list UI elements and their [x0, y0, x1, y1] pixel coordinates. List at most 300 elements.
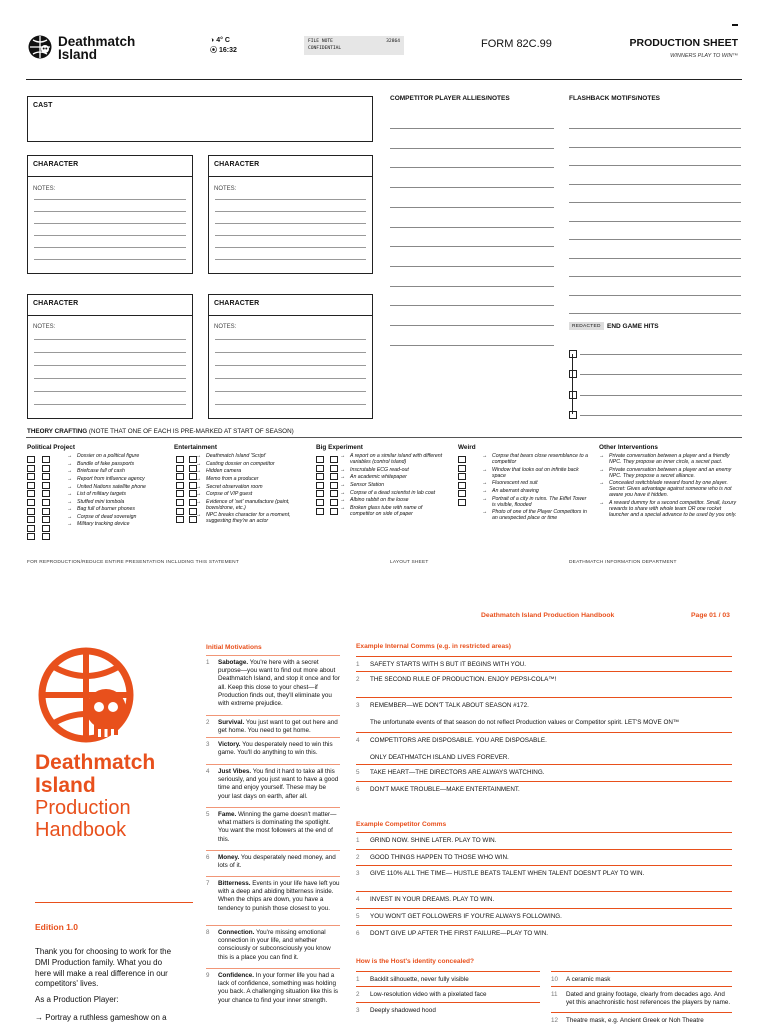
- theory-item: → United Nations satellite phone: [67, 485, 167, 491]
- theory-item: → Bag full of burner phones: [67, 507, 167, 513]
- theory-checkbox[interactable]: [330, 456, 338, 463]
- handbook-title-2: Island: [35, 774, 96, 797]
- theory-checkbox[interactable]: [27, 465, 35, 472]
- allies-writing-line[interactable]: [390, 148, 554, 149]
- theory-checkbox[interactable]: [42, 473, 50, 480]
- confidential-label: CONFIDENTIAL: [308, 46, 342, 51]
- end-game-writing-line[interactable]: [580, 374, 742, 375]
- comms-item: [356, 754, 732, 762]
- motivation-body: You're missing emotional connection in your life, and whether consciously or subconsciously you know this is a place you can find it.: [218, 929, 331, 961]
- allies-writing-line[interactable]: [390, 207, 554, 208]
- comms-number: 2: [356, 854, 360, 861]
- motivation-title: Fame.: [218, 811, 237, 818]
- theory-checkbox[interactable]: [316, 456, 324, 463]
- motivation-item: [206, 972, 340, 1005]
- motivation-title: Confidence.: [218, 972, 255, 979]
- competitor-comms-heading: Example Competitor Comms: [356, 821, 447, 828]
- allies-writing-line[interactable]: [390, 286, 554, 287]
- theory-item: → Concealed switchblade reward found by one player. Secret: Gives advantage against someone who is not aware you have it hidden.: [599, 481, 741, 499]
- comms-item: [356, 676, 732, 684]
- theory-item: → Military tracking device: [67, 522, 167, 528]
- theory-item: → Secret observation room: [196, 485, 304, 491]
- end-game-checkbox[interactable]: [569, 350, 577, 358]
- temperature: 4° C: [216, 37, 230, 44]
- comms-separator: [356, 732, 732, 733]
- end-game-writing-line[interactable]: [580, 395, 742, 396]
- theory-item: → Corpse of dead sovereign: [67, 515, 167, 521]
- comms-text: GOOD THINGS HAPPEN TO THOSE WHO WIN.: [370, 854, 509, 861]
- theory-item: → Stuffed mini tombola: [67, 500, 167, 506]
- host-separator: [356, 971, 540, 972]
- allies-writing-line[interactable]: [390, 128, 554, 129]
- motivation-separator: [206, 850, 340, 851]
- theory-checkbox[interactable]: [189, 516, 197, 523]
- theory-checkbox[interactable]: [189, 465, 197, 472]
- theory-checkbox[interactable]: [176, 490, 184, 497]
- cast-box[interactable]: [27, 96, 373, 142]
- theory-item: → Corpse that bears close resemblance to a competitor: [482, 454, 590, 466]
- theory-checkbox[interactable]: [330, 499, 338, 506]
- theory-checkbox[interactable]: [176, 456, 184, 463]
- motivation-separator: [206, 807, 340, 808]
- theory-checkbox[interactable]: [27, 516, 35, 523]
- comms-number: 5: [356, 913, 360, 920]
- motivation-text: [218, 929, 340, 962]
- theory-item: → An aberrant drawing: [482, 489, 590, 495]
- motivation-item: [206, 880, 340, 913]
- comms-text: DON'T MAKE TROUBLE—MAKE ENTERTAINMENT.: [370, 786, 520, 793]
- column-heading: Big Experiment: [316, 444, 363, 451]
- comms-item: [356, 837, 732, 845]
- motivation-body: You desperately need money, and lots of it.: [218, 854, 336, 870]
- character-label: CHARACTER: [214, 161, 260, 168]
- motivation-separator: [206, 876, 340, 877]
- flashback-writing-line[interactable]: [569, 202, 741, 203]
- character-box-3[interactable]: [27, 294, 193, 419]
- theory-item: → NPC breaks character for a moment, suggesting they're an actor: [196, 513, 304, 525]
- motivation-number: 5: [206, 811, 210, 818]
- comms-text: COMPETITORS ARE DISPOSABLE. YOU ARE DISPOSABLE.: [370, 737, 547, 744]
- file-note-box: [304, 36, 404, 55]
- flashback-writing-line[interactable]: [569, 128, 741, 129]
- flashback-writing-line[interactable]: [569, 313, 741, 314]
- theory-item: → Broken glass tube with name of competitor on side of paper: [340, 506, 448, 518]
- cast-label: CAST: [33, 102, 53, 109]
- comms-separator: [356, 671, 732, 672]
- column-heading: Other Interventions: [599, 444, 658, 451]
- theory-checkbox[interactable]: [316, 508, 324, 515]
- motivation-title: Bitterness.: [218, 880, 251, 887]
- character-box-2[interactable]: [208, 155, 373, 274]
- theory-checkbox[interactable]: [458, 499, 466, 506]
- motivation-number: 9: [206, 972, 210, 979]
- motivation-separator: [206, 737, 340, 738]
- theory-checkbox[interactable]: [42, 533, 50, 540]
- theory-item: → Hidden camera: [196, 469, 304, 475]
- end-game-connector: [572, 354, 573, 414]
- flashback-heading: FLASHBACK MOTIFS/NOTES: [569, 95, 660, 102]
- motivation-title: Victory.: [218, 741, 241, 748]
- theory-item: → Report from influence agency: [67, 477, 167, 483]
- flashback-writing-line[interactable]: [569, 165, 741, 166]
- motivation-title: Sabotage.: [218, 659, 249, 666]
- edition-label: Edition 1.0: [35, 922, 78, 932]
- motivation-item: [206, 719, 340, 735]
- theory-checkbox[interactable]: [316, 499, 324, 506]
- theory-checkbox[interactable]: [42, 482, 50, 489]
- theory-checkbox[interactable]: [27, 473, 35, 480]
- comms-item: [356, 661, 732, 669]
- notes-label: NOTES:: [214, 186, 237, 192]
- column-other-interventions: [599, 444, 741, 520]
- theory-checkbox[interactable]: [189, 490, 197, 497]
- host-text: Deeply shadowed hood: [370, 1007, 436, 1014]
- theory-item: → Albino rabbit on the loose: [340, 498, 448, 504]
- theory-checkbox[interactable]: [27, 508, 35, 515]
- comms-text: YOU WON'T GET FOLLOWERS IF YOU'RE ALWAYS FOLLOWING.: [370, 913, 562, 920]
- file-note-label: FILE NOTE: [308, 39, 333, 44]
- end-game-writing-line[interactable]: [580, 415, 742, 416]
- host-number: 12: [551, 1017, 559, 1024]
- motivation-body: You just want to get out here and get home. You need to get home.: [218, 719, 338, 735]
- host-number: 10: [551, 976, 559, 983]
- motivation-text: [218, 880, 340, 913]
- character-label: CHARACTER: [33, 161, 79, 168]
- comms-text: DON'T GIVE UP AFTER THE FIRST FAILURE—PLAY TO WIN.: [370, 930, 549, 937]
- comms-separator: [356, 891, 732, 892]
- comms-text: GRIND NOW. SHINE LATER. PLAY TO WIN.: [370, 837, 497, 844]
- character-label: CHARACTER: [214, 300, 260, 307]
- theory-checkbox[interactable]: [176, 516, 184, 523]
- comms-text: TAKE HEART—THE DIRECTORS ARE ALWAYS WATCHING.: [370, 769, 545, 776]
- allies-writing-line[interactable]: [390, 246, 554, 247]
- column-weird: [458, 444, 590, 524]
- comms-separator: [356, 656, 732, 657]
- host-number: 11: [551, 991, 558, 998]
- host-number: 1: [356, 976, 360, 983]
- end-game-writing-line[interactable]: [580, 354, 742, 355]
- theory-checkbox[interactable]: [42, 456, 50, 463]
- comms-item: [356, 930, 732, 938]
- theory-checkbox[interactable]: [176, 508, 184, 515]
- sheet-title: PRODUCTION SHEET: [629, 37, 738, 49]
- comms-item: [356, 702, 732, 710]
- comms-separator: [356, 925, 732, 926]
- flashback-writing-line[interactable]: [569, 147, 741, 148]
- theory-checkbox[interactable]: [42, 499, 50, 506]
- end-game-checkbox[interactable]: [569, 370, 577, 378]
- motivation-item: [206, 854, 340, 870]
- competitor-allies-heading: COMPETITOR PLAYER ALLIES/NOTES: [390, 95, 510, 102]
- theory-checkbox[interactable]: [330, 465, 338, 472]
- comms-text: REMEMBER—WE DON'T TALK ABOUT SEASON #172.: [370, 702, 529, 709]
- column-heading: Political Project: [27, 444, 75, 451]
- as-player-label: As a Production Player:: [35, 995, 119, 1004]
- header-rule: [26, 79, 742, 80]
- flashback-writing-line[interactable]: [569, 258, 741, 259]
- motivation-number: 7: [206, 880, 210, 887]
- flashback-writing-line[interactable]: [569, 184, 741, 185]
- host-text: Dated and grainy footage, clearly from decades ago. And yet this anachronistic host references the players by name.: [566, 991, 731, 1007]
- motivation-number: 4: [206, 768, 210, 775]
- host-heading: How is the Host's identity concealed?: [356, 958, 475, 965]
- motivation-text: [218, 972, 340, 1005]
- motivation-number: 2: [206, 719, 210, 726]
- character-label: CHARACTER: [33, 300, 79, 307]
- motivation-body: In your former life you had a lack of confidence, something was holding you back. A challenging situation like this is your chance to find your inner strength.: [218, 972, 339, 1004]
- flashback-writing-line[interactable]: [569, 276, 741, 277]
- comms-number: 6: [356, 786, 360, 793]
- comms-text: The unfortunate events of that season do not reflect Production values or Competitor spirit. LET'S MOVE ON™: [370, 719, 680, 726]
- host-item: [356, 1007, 540, 1015]
- brand-line-2: Island: [58, 47, 98, 62]
- allies-writing-line[interactable]: [390, 167, 554, 168]
- motivation-separator: [206, 968, 340, 969]
- theory-checkbox[interactable]: [42, 516, 50, 523]
- column-heading: Entertainment: [174, 444, 217, 451]
- motivation-title: Money.: [218, 854, 240, 861]
- flashback-writing-line[interactable]: [569, 295, 741, 296]
- handbook-title-1: Deathmatch: [35, 751, 156, 774]
- comms-number: 2: [356, 676, 360, 683]
- theory-checkbox[interactable]: [458, 465, 466, 472]
- theory-checkbox[interactable]: [458, 490, 466, 497]
- theory-item: → Private conversation between a player and a friendly NPC. They propose an inner circle, a secret pact.: [599, 454, 741, 466]
- host-separator: [356, 986, 540, 987]
- end-game-checkbox[interactable]: [569, 411, 577, 419]
- theory-checkbox[interactable]: [458, 473, 466, 480]
- theory-item: → An academic whitepaper: [340, 475, 448, 481]
- allies-writing-line[interactable]: [390, 325, 554, 326]
- theory-checkbox[interactable]: [316, 473, 324, 480]
- motivations-heading: Initial Motivations: [206, 644, 262, 651]
- redacted-label: REDACTED: [569, 322, 604, 330]
- host-text: A ceramic mask: [566, 976, 611, 983]
- motivation-separator: [206, 655, 340, 656]
- host-separator: [551, 986, 732, 987]
- theory-checkbox[interactable]: [176, 465, 184, 472]
- theory-checkbox[interactable]: [27, 482, 35, 489]
- theory-checkbox[interactable]: [316, 465, 324, 472]
- theory-item: → Photo of one of the Player Competitors in an unexpected place or time: [482, 510, 590, 522]
- motivation-item: [206, 768, 340, 801]
- motivation-number: 6: [206, 854, 210, 861]
- theory-checkbox[interactable]: [27, 490, 35, 497]
- flashback-writing-line[interactable]: [569, 239, 741, 240]
- theory-item: → Portrait of a city in ruins. The Eiffel Tower is visible, flooded: [482, 497, 590, 509]
- theory-checkbox[interactable]: [189, 508, 197, 515]
- footer-left: FOR REPRODUCTION/REDUCE ENTIRE PRESENTATION INCLUDING THIS STATEMENT: [27, 560, 239, 565]
- comms-number: 5: [356, 769, 360, 776]
- theory-checkbox[interactable]: [316, 490, 324, 497]
- comms-number: 6: [356, 930, 360, 937]
- motivation-body: Events in your life have left you with a deep and abiding bitterness inside. When the chips are down, you have a tendency to punish those closest to you.: [218, 880, 340, 912]
- motivation-separator: [206, 925, 340, 926]
- host-item: [356, 991, 540, 999]
- host-number: 3: [356, 1007, 360, 1014]
- theory-item: → Casting dossier on competitor: [196, 462, 304, 468]
- host-item: [551, 991, 732, 1007]
- comms-item: [356, 719, 732, 727]
- time: 16:32: [218, 47, 237, 54]
- comms-item: [356, 896, 732, 904]
- half-circle-icon: ◑: [210, 37, 215, 44]
- theory-rule: [26, 437, 742, 438]
- theory-checkbox[interactable]: [176, 482, 184, 489]
- theory-checkbox[interactable]: [42, 508, 50, 515]
- handbook-subtitle-2: Handbook: [35, 819, 127, 841]
- comms-item: [356, 769, 732, 777]
- notes-label: NOTES:: [214, 324, 237, 330]
- theory-checkbox[interactable]: [176, 473, 184, 480]
- theory-item: → Private conversation between a player and an enemy NPC. They propose a secret alliance.: [599, 468, 741, 480]
- allies-writing-line[interactable]: [390, 227, 554, 228]
- motivation-body: You find it hard to take all this seriously, and you just want to have a good time and enjoy yourself. These may be your last days on earth, after all.: [218, 768, 339, 800]
- motivation-number: 8: [206, 929, 210, 936]
- theory-checkbox[interactable]: [330, 473, 338, 480]
- comms-item: [356, 737, 732, 745]
- theory-item: → Window that looks out on infinite back space: [482, 468, 590, 480]
- motivation-title: Just Vibes.: [218, 768, 252, 775]
- motivation-item: [206, 811, 340, 844]
- comms-text: THE SECOND RULE OF PRODUCTION. ENJOY PEPSI-COLA™!: [370, 676, 557, 683]
- host-number: 2: [356, 991, 360, 998]
- notes-label: NOTES:: [33, 324, 56, 330]
- theory-checkbox[interactable]: [27, 456, 35, 463]
- comms-separator: [356, 908, 732, 909]
- theory-item: → Deathmatch Island 'Script': [196, 454, 304, 460]
- host-text: Low-resolution video with a pixelated face: [370, 991, 487, 998]
- allies-writing-line[interactable]: [390, 266, 554, 267]
- internal-comms-heading: Example Internal Comms (e.g. in restricted areas): [356, 643, 512, 650]
- end-game-checkbox[interactable]: [569, 391, 577, 399]
- brand-line-1: Deathmatch: [58, 34, 136, 49]
- host-item: [551, 976, 732, 984]
- theory-checkbox[interactable]: [42, 490, 50, 497]
- theory-checkbox[interactable]: [458, 482, 466, 489]
- host-text: Backlit silhouette, never fully visible: [370, 976, 469, 983]
- motivation-body: You desperately need to win this game. You'll do anything to win this.: [218, 741, 333, 757]
- motivation-title: Survival.: [218, 719, 245, 726]
- allies-writing-line[interactable]: [390, 305, 554, 306]
- host-separator: [356, 1002, 540, 1003]
- globe-skull-logo-icon: [27, 34, 53, 60]
- theory-item: → List of military targets: [67, 492, 167, 498]
- theory-item: → Briefcase full of cash: [67, 469, 167, 475]
- theory-checkbox[interactable]: [27, 499, 35, 506]
- motivation-body: Winning the game doesn't matter—what matters is dominating the spotlight. You want the most followers at the end of this.: [218, 811, 337, 843]
- theory-checkbox[interactable]: [189, 482, 197, 489]
- footer-mid: LAYOUT SHEET: [390, 560, 429, 565]
- character-box-4[interactable]: [208, 294, 373, 419]
- motivation-text: [218, 741, 340, 757]
- form-id: FORM 82C.99: [481, 38, 552, 50]
- host-item: [551, 1017, 732, 1024]
- comms-number: 1: [356, 661, 360, 668]
- theory-checkbox[interactable]: [189, 499, 197, 506]
- file-note-number: 32864: [386, 39, 400, 44]
- edition-rule: [35, 902, 193, 903]
- theory-checkbox[interactable]: [42, 465, 50, 472]
- theory-note: (NOTE THAT ONE OF EACH IS PRE-MARKED AT START OF SEASON): [88, 428, 294, 435]
- motivation-separator: [206, 715, 340, 716]
- theory-item: → Corpse of VIP guest: [196, 492, 304, 498]
- comms-item: [356, 786, 732, 794]
- flashback-writing-line[interactable]: [569, 221, 741, 222]
- theory-checkbox[interactable]: [458, 456, 466, 463]
- motivation-text: [218, 768, 340, 801]
- comms-separator: [356, 764, 732, 765]
- motivation-number: 1: [206, 659, 210, 666]
- theory-checkbox[interactable]: [27, 525, 35, 532]
- theory-item: → A reward dummy for a second competitor. Small, luxury rewards to share with whole team OR one rocket launcher and a special advance to be used by you only.: [599, 501, 741, 519]
- allies-writing-line[interactable]: [390, 345, 554, 346]
- theory-checkbox[interactable]: [316, 482, 324, 489]
- theory-item: → Dossier on a political figure: [67, 454, 167, 460]
- comms-text: INVEST IN YOUR DREAMS. PLAY TO WIN.: [370, 896, 495, 903]
- theory-checkbox[interactable]: [27, 533, 35, 540]
- footer-right: DEATHMATCH INFORMATION DEPARTMENT: [569, 560, 677, 565]
- comms-text: ONLY DEATHMATCH ISLAND LIVES FOREVER.: [370, 754, 510, 761]
- comms-number: 4: [356, 737, 360, 744]
- bullet-1: Portray a ruthless gameshow on a: [45, 1013, 167, 1022]
- theory-item: → A report on a similar island with different variables (control island): [340, 454, 448, 466]
- motivation-text: [218, 719, 340, 735]
- comms-separator: [356, 832, 732, 833]
- theory-checkbox[interactable]: [189, 473, 197, 480]
- motivation-text: [218, 811, 340, 844]
- motivation-separator: [206, 764, 340, 765]
- comms-text: SAFETY STARTS WITH S BUT IT BEGINS WITH YOU.: [370, 661, 527, 668]
- theory-item: → Fluorescent red suit: [482, 481, 590, 487]
- theory-checkbox[interactable]: [330, 490, 338, 497]
- comms-text: GIVE 110% ALL THE TIME— HUSTLE BEATS TALENT WHEN TALENT DOESN'T PLAY TO WIN.: [370, 870, 645, 877]
- theory-item: → Evidence of 'set' manufacture (paint, bows/drone, etc.): [196, 500, 304, 512]
- theory-checkbox[interactable]: [330, 482, 338, 489]
- column-heading: Weird: [458, 444, 476, 451]
- character-box-1[interactable]: [27, 155, 193, 274]
- motivation-body: You're here with a secret purpose—you want to find out more about Deathmatch Island, and stop it once and for all. Keep this close to your chest—if Production finds out, they'll eliminate you with extreme prejudice.: [218, 659, 340, 707]
- theory-checkbox[interactable]: [330, 508, 338, 515]
- host-item: [356, 976, 540, 984]
- theory-checkbox[interactable]: [42, 525, 50, 532]
- comms-number: 4: [356, 896, 360, 903]
- handbook-header-title: Deathmatch Island Production Handbook: [481, 612, 615, 619]
- theory-item: → Bundle of fake passports: [67, 462, 167, 468]
- comms-item: [356, 854, 732, 862]
- motivation-number: 3: [206, 741, 210, 748]
- clock-icon: ⦿: [210, 47, 217, 54]
- intro-paragraph: Thank you for choosing to work for the DMI Production family. What you do here will make a real difference in our competitors' lives.: [35, 947, 172, 989]
- allies-writing-line[interactable]: [390, 187, 554, 188]
- theory-item: → Inscrutable ECG read-out: [340, 468, 448, 474]
- theory-item: → Sensor Station: [340, 483, 448, 489]
- notes-label: NOTES:: [33, 186, 56, 192]
- host-text: Theatre mask, e.g. Ancient Greek or Noh Theatre: [566, 1017, 704, 1024]
- globe-skull-icon: [34, 643, 138, 747]
- page-number: Page 01 / 03: [691, 612, 730, 619]
- end-game-heading: END GAME HITS: [607, 323, 659, 330]
- motivation-text: [218, 659, 340, 708]
- theory-checkbox[interactable]: [189, 456, 197, 463]
- theory-heading: THEORY CRAFTING: [27, 428, 88, 435]
- arrow-right-icon: →: [35, 1013, 43, 1022]
- theory-checkbox[interactable]: [176, 499, 184, 506]
- corner-mark: [732, 24, 738, 26]
- motivation-text: [218, 854, 340, 870]
- motivation-item: [206, 741, 340, 757]
- comms-separator: [356, 865, 732, 866]
